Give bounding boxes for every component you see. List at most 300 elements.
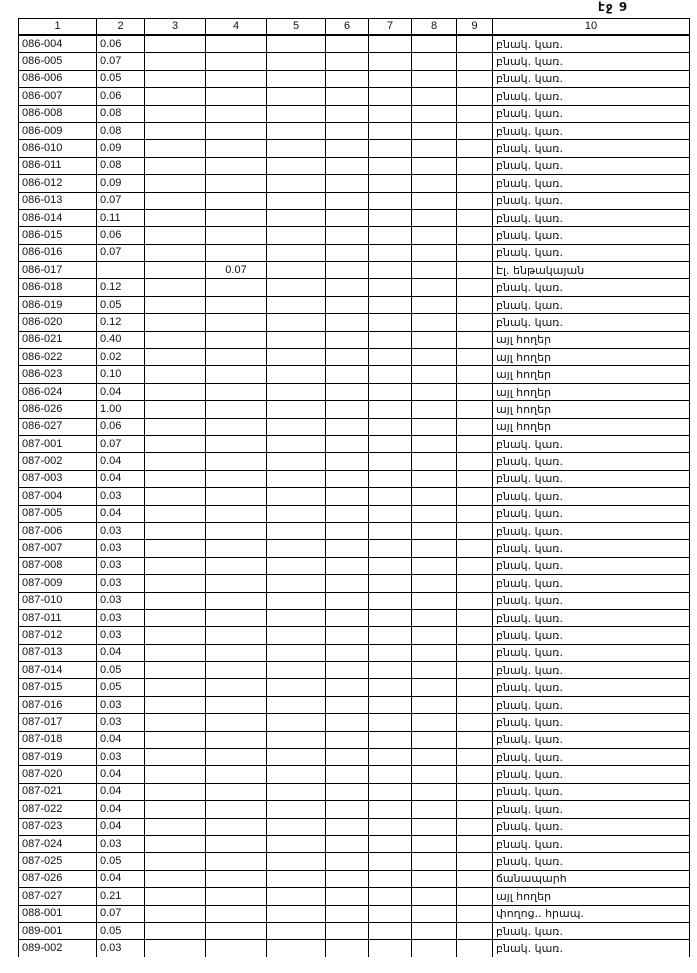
empty-cell	[145, 540, 206, 557]
cell-col-10: բնակ. կառ.	[493, 88, 690, 105]
empty-cell	[457, 88, 493, 105]
empty-cell	[267, 314, 326, 331]
empty-cell	[145, 696, 206, 713]
cell-col-2: 0.03	[97, 609, 145, 626]
cell-col-10: բնակ. կառ.	[493, 175, 690, 192]
table-row	[19, 627, 690, 644]
cell-col-4	[206, 922, 267, 939]
column-header-10: 10	[493, 19, 690, 36]
empty-cell	[326, 70, 369, 87]
cell-col-2: 0.04	[97, 383, 145, 400]
cell-col-4	[206, 470, 267, 487]
table-row	[19, 662, 690, 679]
cell-col-10: բնակ. կառ.	[493, 35, 690, 53]
empty-cell	[145, 105, 206, 122]
empty-cell	[267, 470, 326, 487]
table-row	[19, 262, 690, 279]
cell-col-10: բնակ. կառ.	[493, 922, 690, 939]
empty-cell	[412, 175, 457, 192]
table-row	[19, 296, 690, 313]
empty-cell	[457, 470, 493, 487]
empty-cell	[412, 696, 457, 713]
empty-cell	[145, 470, 206, 487]
cell-col-2: 0.03	[97, 522, 145, 539]
cell-col-10: բնակ. կառ.	[493, 279, 690, 296]
cell-col-10: այլ հողեր	[493, 383, 690, 400]
empty-cell	[457, 801, 493, 818]
cell-col-10: բնակ. կառ.	[493, 314, 690, 331]
empty-cell	[412, 331, 457, 348]
cell-col-1: 086-018	[19, 279, 97, 296]
empty-cell	[369, 470, 412, 487]
empty-cell	[145, 679, 206, 696]
empty-cell	[457, 227, 493, 244]
empty-cell	[326, 870, 369, 887]
empty-cell	[457, 140, 493, 157]
cell-col-4	[206, 627, 267, 644]
cell-col-4	[206, 522, 267, 539]
cell-col-4	[206, 557, 267, 574]
empty-cell	[369, 731, 412, 748]
empty-cell	[145, 575, 206, 592]
cell-col-1: 087-023	[19, 818, 97, 835]
empty-cell	[326, 488, 369, 505]
cell-col-10: բնակ. կառ.	[493, 453, 690, 470]
table-row	[19, 835, 690, 852]
cell-col-10: բնակ. կառ.	[493, 766, 690, 783]
cell-col-1: 086-027	[19, 418, 97, 435]
cell-col-4	[206, 609, 267, 626]
cell-col-2: 0.10	[97, 366, 145, 383]
cell-col-4	[206, 349, 267, 366]
empty-cell	[457, 679, 493, 696]
empty-cell	[457, 575, 493, 592]
cell-col-4	[206, 296, 267, 313]
empty-cell	[412, 88, 457, 105]
column-header-3: 3	[145, 19, 206, 36]
empty-cell	[369, 540, 412, 557]
empty-cell	[267, 766, 326, 783]
cell-col-4: 0.07	[206, 262, 267, 279]
empty-cell	[412, 470, 457, 487]
empty-cell	[369, 296, 412, 313]
empty-cell	[326, 262, 369, 279]
table-row	[19, 314, 690, 331]
empty-cell	[412, 505, 457, 522]
empty-cell	[267, 644, 326, 661]
cell-col-1: 087-015	[19, 679, 97, 696]
empty-cell	[412, 679, 457, 696]
empty-cell	[457, 157, 493, 174]
cell-col-2: 0.02	[97, 349, 145, 366]
cell-col-2: 0.03	[97, 627, 145, 644]
table-row	[19, 435, 690, 452]
empty-cell	[369, 679, 412, 696]
cell-col-10: բնակ. կառ.	[493, 627, 690, 644]
cell-col-2: 0.09	[97, 140, 145, 157]
cell-col-2: 0.07	[97, 435, 145, 452]
empty-cell	[145, 244, 206, 261]
empty-cell	[457, 331, 493, 348]
cell-col-2: 0.05	[97, 662, 145, 679]
empty-cell	[145, 940, 206, 957]
empty-cell	[145, 783, 206, 800]
cell-col-2: 0.04	[97, 818, 145, 835]
empty-cell	[457, 262, 493, 279]
empty-cell	[267, 731, 326, 748]
cell-col-10: բնակ. կառ.	[493, 835, 690, 852]
empty-cell	[145, 557, 206, 574]
empty-cell	[145, 627, 206, 644]
empty-cell	[457, 905, 493, 922]
empty-cell	[412, 435, 457, 452]
empty-cell	[145, 401, 206, 418]
empty-cell	[267, 122, 326, 139]
empty-cell	[145, 435, 206, 452]
cell-col-1: 086-022	[19, 349, 97, 366]
table-row	[19, 592, 690, 609]
empty-cell	[326, 296, 369, 313]
cell-col-2: 0.05	[97, 296, 145, 313]
empty-cell	[326, 801, 369, 818]
empty-cell	[457, 53, 493, 70]
table-row	[19, 122, 690, 139]
empty-cell	[326, 366, 369, 383]
cell-col-4	[206, 435, 267, 452]
empty-cell	[369, 227, 412, 244]
empty-cell	[145, 922, 206, 939]
cell-col-4	[206, 175, 267, 192]
cell-col-10: բնակ. կառ.	[493, 801, 690, 818]
empty-cell	[369, 488, 412, 505]
cell-col-10: այլ հողեր	[493, 418, 690, 435]
cell-col-2: 0.12	[97, 314, 145, 331]
empty-cell	[457, 401, 493, 418]
table-row	[19, 35, 690, 53]
cell-col-10: բնակ. կառ.	[493, 557, 690, 574]
empty-cell	[267, 262, 326, 279]
empty-cell	[326, 609, 369, 626]
cell-col-2: 0.04	[97, 453, 145, 470]
empty-cell	[326, 679, 369, 696]
empty-cell	[369, 122, 412, 139]
table-row	[19, 679, 690, 696]
empty-cell	[145, 662, 206, 679]
empty-cell	[412, 227, 457, 244]
table-row	[19, 922, 690, 939]
empty-cell	[369, 209, 412, 226]
empty-cell	[457, 714, 493, 731]
empty-cell	[412, 122, 457, 139]
cell-col-10: բնակ. կառ.	[493, 435, 690, 452]
empty-cell	[267, 435, 326, 452]
cell-col-10: բնակ. կառ.	[493, 592, 690, 609]
empty-cell	[267, 783, 326, 800]
empty-cell	[145, 192, 206, 209]
empty-cell	[412, 714, 457, 731]
cell-col-4	[206, 488, 267, 505]
cell-col-2: 0.21	[97, 888, 145, 905]
empty-cell	[412, 888, 457, 905]
empty-cell	[369, 592, 412, 609]
cell-col-10: բնակ. կառ.	[493, 140, 690, 157]
cell-col-2: 0.05	[97, 922, 145, 939]
table-row	[19, 88, 690, 105]
cell-col-2: 0.04	[97, 644, 145, 661]
empty-cell	[369, 853, 412, 870]
table-row	[19, 140, 690, 157]
cell-col-1: 087-016	[19, 696, 97, 713]
cell-col-2: 1.00	[97, 401, 145, 418]
cell-col-10: բնակ. կառ.	[493, 244, 690, 261]
empty-cell	[412, 366, 457, 383]
empty-cell	[412, 453, 457, 470]
table-row	[19, 540, 690, 557]
cell-col-4	[206, 105, 267, 122]
empty-cell	[145, 644, 206, 661]
cell-col-10: բնակ. կառ.	[493, 575, 690, 592]
empty-cell	[369, 435, 412, 452]
table-row	[19, 70, 690, 87]
empty-cell	[267, 557, 326, 574]
empty-cell	[369, 35, 412, 53]
empty-cell	[457, 175, 493, 192]
table-row	[19, 331, 690, 348]
cell-col-1: 087-006	[19, 522, 97, 539]
cell-col-10: բնակ. կառ.	[493, 540, 690, 557]
empty-cell	[145, 888, 206, 905]
page-number-label: էջ 9	[598, 0, 629, 14]
cell-col-10: բնակ. կառ.	[493, 696, 690, 713]
cell-col-2: 0.05	[97, 853, 145, 870]
empty-cell	[145, 122, 206, 139]
cell-col-1: 086-011	[19, 157, 97, 174]
table-row	[19, 175, 690, 192]
empty-cell	[457, 644, 493, 661]
cell-col-4	[206, 140, 267, 157]
empty-cell	[267, 679, 326, 696]
empty-cell	[267, 888, 326, 905]
empty-cell	[326, 575, 369, 592]
cell-col-1: 087-027	[19, 888, 97, 905]
empty-cell	[457, 488, 493, 505]
empty-cell	[412, 279, 457, 296]
cell-col-1: 086-016	[19, 244, 97, 261]
empty-cell	[457, 418, 493, 435]
empty-cell	[412, 262, 457, 279]
empty-cell	[326, 470, 369, 487]
cell-col-4	[206, 696, 267, 713]
empty-cell	[457, 870, 493, 887]
cell-col-10: բնակ. կառ.	[493, 70, 690, 87]
empty-cell	[145, 175, 206, 192]
empty-cell	[326, 105, 369, 122]
empty-cell	[267, 192, 326, 209]
cell-col-2: 0.09	[97, 175, 145, 192]
empty-cell	[457, 853, 493, 870]
empty-cell	[457, 314, 493, 331]
cell-col-2: 0.03	[97, 696, 145, 713]
empty-cell	[267, 349, 326, 366]
empty-cell	[457, 279, 493, 296]
empty-cell	[326, 696, 369, 713]
cell-col-1: 086-005	[19, 53, 97, 70]
table-row	[19, 696, 690, 713]
empty-cell	[457, 505, 493, 522]
cell-col-2: 0.03	[97, 488, 145, 505]
empty-cell	[267, 662, 326, 679]
cell-col-4	[206, 679, 267, 696]
table-row	[19, 505, 690, 522]
cell-col-10: բնակ. կառ.	[493, 505, 690, 522]
empty-cell	[145, 801, 206, 818]
empty-cell	[412, 766, 457, 783]
table-row	[19, 383, 690, 400]
cell-col-10: բնակ. կառ.	[493, 296, 690, 313]
empty-cell	[412, 801, 457, 818]
cell-col-4	[206, 53, 267, 70]
cell-col-4	[206, 366, 267, 383]
empty-cell	[145, 766, 206, 783]
empty-cell	[369, 192, 412, 209]
empty-cell	[145, 279, 206, 296]
cell-col-2: 0.06	[97, 88, 145, 105]
table-row	[19, 940, 690, 957]
cell-col-2: 0.06	[97, 35, 145, 53]
empty-cell	[326, 53, 369, 70]
empty-cell	[267, 383, 326, 400]
empty-cell	[412, 105, 457, 122]
cell-col-1: 086-020	[19, 314, 97, 331]
empty-cell	[326, 835, 369, 852]
empty-cell	[369, 870, 412, 887]
empty-cell	[369, 279, 412, 296]
empty-cell	[369, 714, 412, 731]
cell-col-10: բնակ. կառ.	[493, 679, 690, 696]
empty-cell	[326, 453, 369, 470]
cell-col-1: 087-002	[19, 453, 97, 470]
empty-cell	[457, 940, 493, 957]
empty-cell	[412, 662, 457, 679]
cell-col-1: 087-009	[19, 575, 97, 592]
cell-col-2: 0.04	[97, 731, 145, 748]
empty-cell	[412, 940, 457, 957]
empty-cell	[267, 940, 326, 957]
empty-cell	[457, 244, 493, 261]
empty-cell	[457, 627, 493, 644]
cell-col-4	[206, 731, 267, 748]
empty-cell	[412, 522, 457, 539]
empty-cell	[457, 192, 493, 209]
table-row	[19, 470, 690, 487]
empty-cell	[267, 609, 326, 626]
empty-cell	[412, 244, 457, 261]
empty-cell	[145, 731, 206, 748]
empty-cell	[412, 644, 457, 661]
empty-cell	[267, 853, 326, 870]
empty-cell	[369, 766, 412, 783]
empty-cell	[326, 35, 369, 53]
empty-cell	[412, 418, 457, 435]
empty-cell	[145, 453, 206, 470]
cell-col-1: 087-024	[19, 835, 97, 852]
empty-cell	[369, 888, 412, 905]
empty-cell	[457, 349, 493, 366]
empty-cell	[412, 349, 457, 366]
empty-cell	[457, 366, 493, 383]
cell-col-2: 0.08	[97, 105, 145, 122]
table-row	[19, 244, 690, 261]
empty-cell	[326, 279, 369, 296]
cell-col-10: բնակ. կառ.	[493, 818, 690, 835]
empty-cell	[326, 853, 369, 870]
empty-cell	[267, 401, 326, 418]
empty-cell	[326, 888, 369, 905]
empty-cell	[326, 592, 369, 609]
table-row	[19, 557, 690, 574]
empty-cell	[145, 88, 206, 105]
empty-cell	[326, 349, 369, 366]
empty-cell	[267, 870, 326, 887]
cell-col-1: 086-006	[19, 70, 97, 87]
header-row	[19, 19, 690, 36]
column-header-4: 4	[206, 19, 267, 36]
table-row	[19, 801, 690, 818]
empty-cell	[267, 70, 326, 87]
empty-cell	[369, 644, 412, 661]
empty-cell	[369, 835, 412, 852]
cell-col-1: 086-004	[19, 35, 97, 53]
cell-col-2: 0.03	[97, 835, 145, 852]
cell-col-2: 0.05	[97, 70, 145, 87]
empty-cell	[412, 209, 457, 226]
cell-col-10: բնակ. կառ.	[493, 488, 690, 505]
empty-cell	[369, 557, 412, 574]
cell-col-10: բնակ. կառ.	[493, 783, 690, 800]
empty-cell	[145, 488, 206, 505]
cell-col-1: 086-019	[19, 296, 97, 313]
empty-cell	[267, 105, 326, 122]
empty-cell	[369, 314, 412, 331]
empty-cell	[326, 157, 369, 174]
empty-cell	[369, 140, 412, 157]
empty-cell	[369, 262, 412, 279]
cell-col-2: 0.40	[97, 331, 145, 348]
cell-col-2: 0.03	[97, 575, 145, 592]
cell-col-4	[206, 122, 267, 139]
cell-col-2: 0.05	[97, 679, 145, 696]
empty-cell	[369, 244, 412, 261]
cell-col-4	[206, 835, 267, 852]
empty-cell	[267, 175, 326, 192]
empty-cell	[412, 488, 457, 505]
empty-cell	[412, 540, 457, 557]
empty-cell	[326, 627, 369, 644]
table-row	[19, 53, 690, 70]
cell-col-1: 087-010	[19, 592, 97, 609]
empty-cell	[457, 296, 493, 313]
cell-col-2: 0.07	[97, 244, 145, 261]
cell-col-10: այլ հողեր	[493, 401, 690, 418]
cell-col-4	[206, 418, 267, 435]
cell-col-2: 0.04	[97, 870, 145, 887]
cell-col-4	[206, 905, 267, 922]
empty-cell	[412, 383, 457, 400]
cell-col-4	[206, 401, 267, 418]
empty-cell	[412, 35, 457, 53]
cell-col-10: բնակ. կառ.	[493, 192, 690, 209]
cell-col-4	[206, 244, 267, 261]
